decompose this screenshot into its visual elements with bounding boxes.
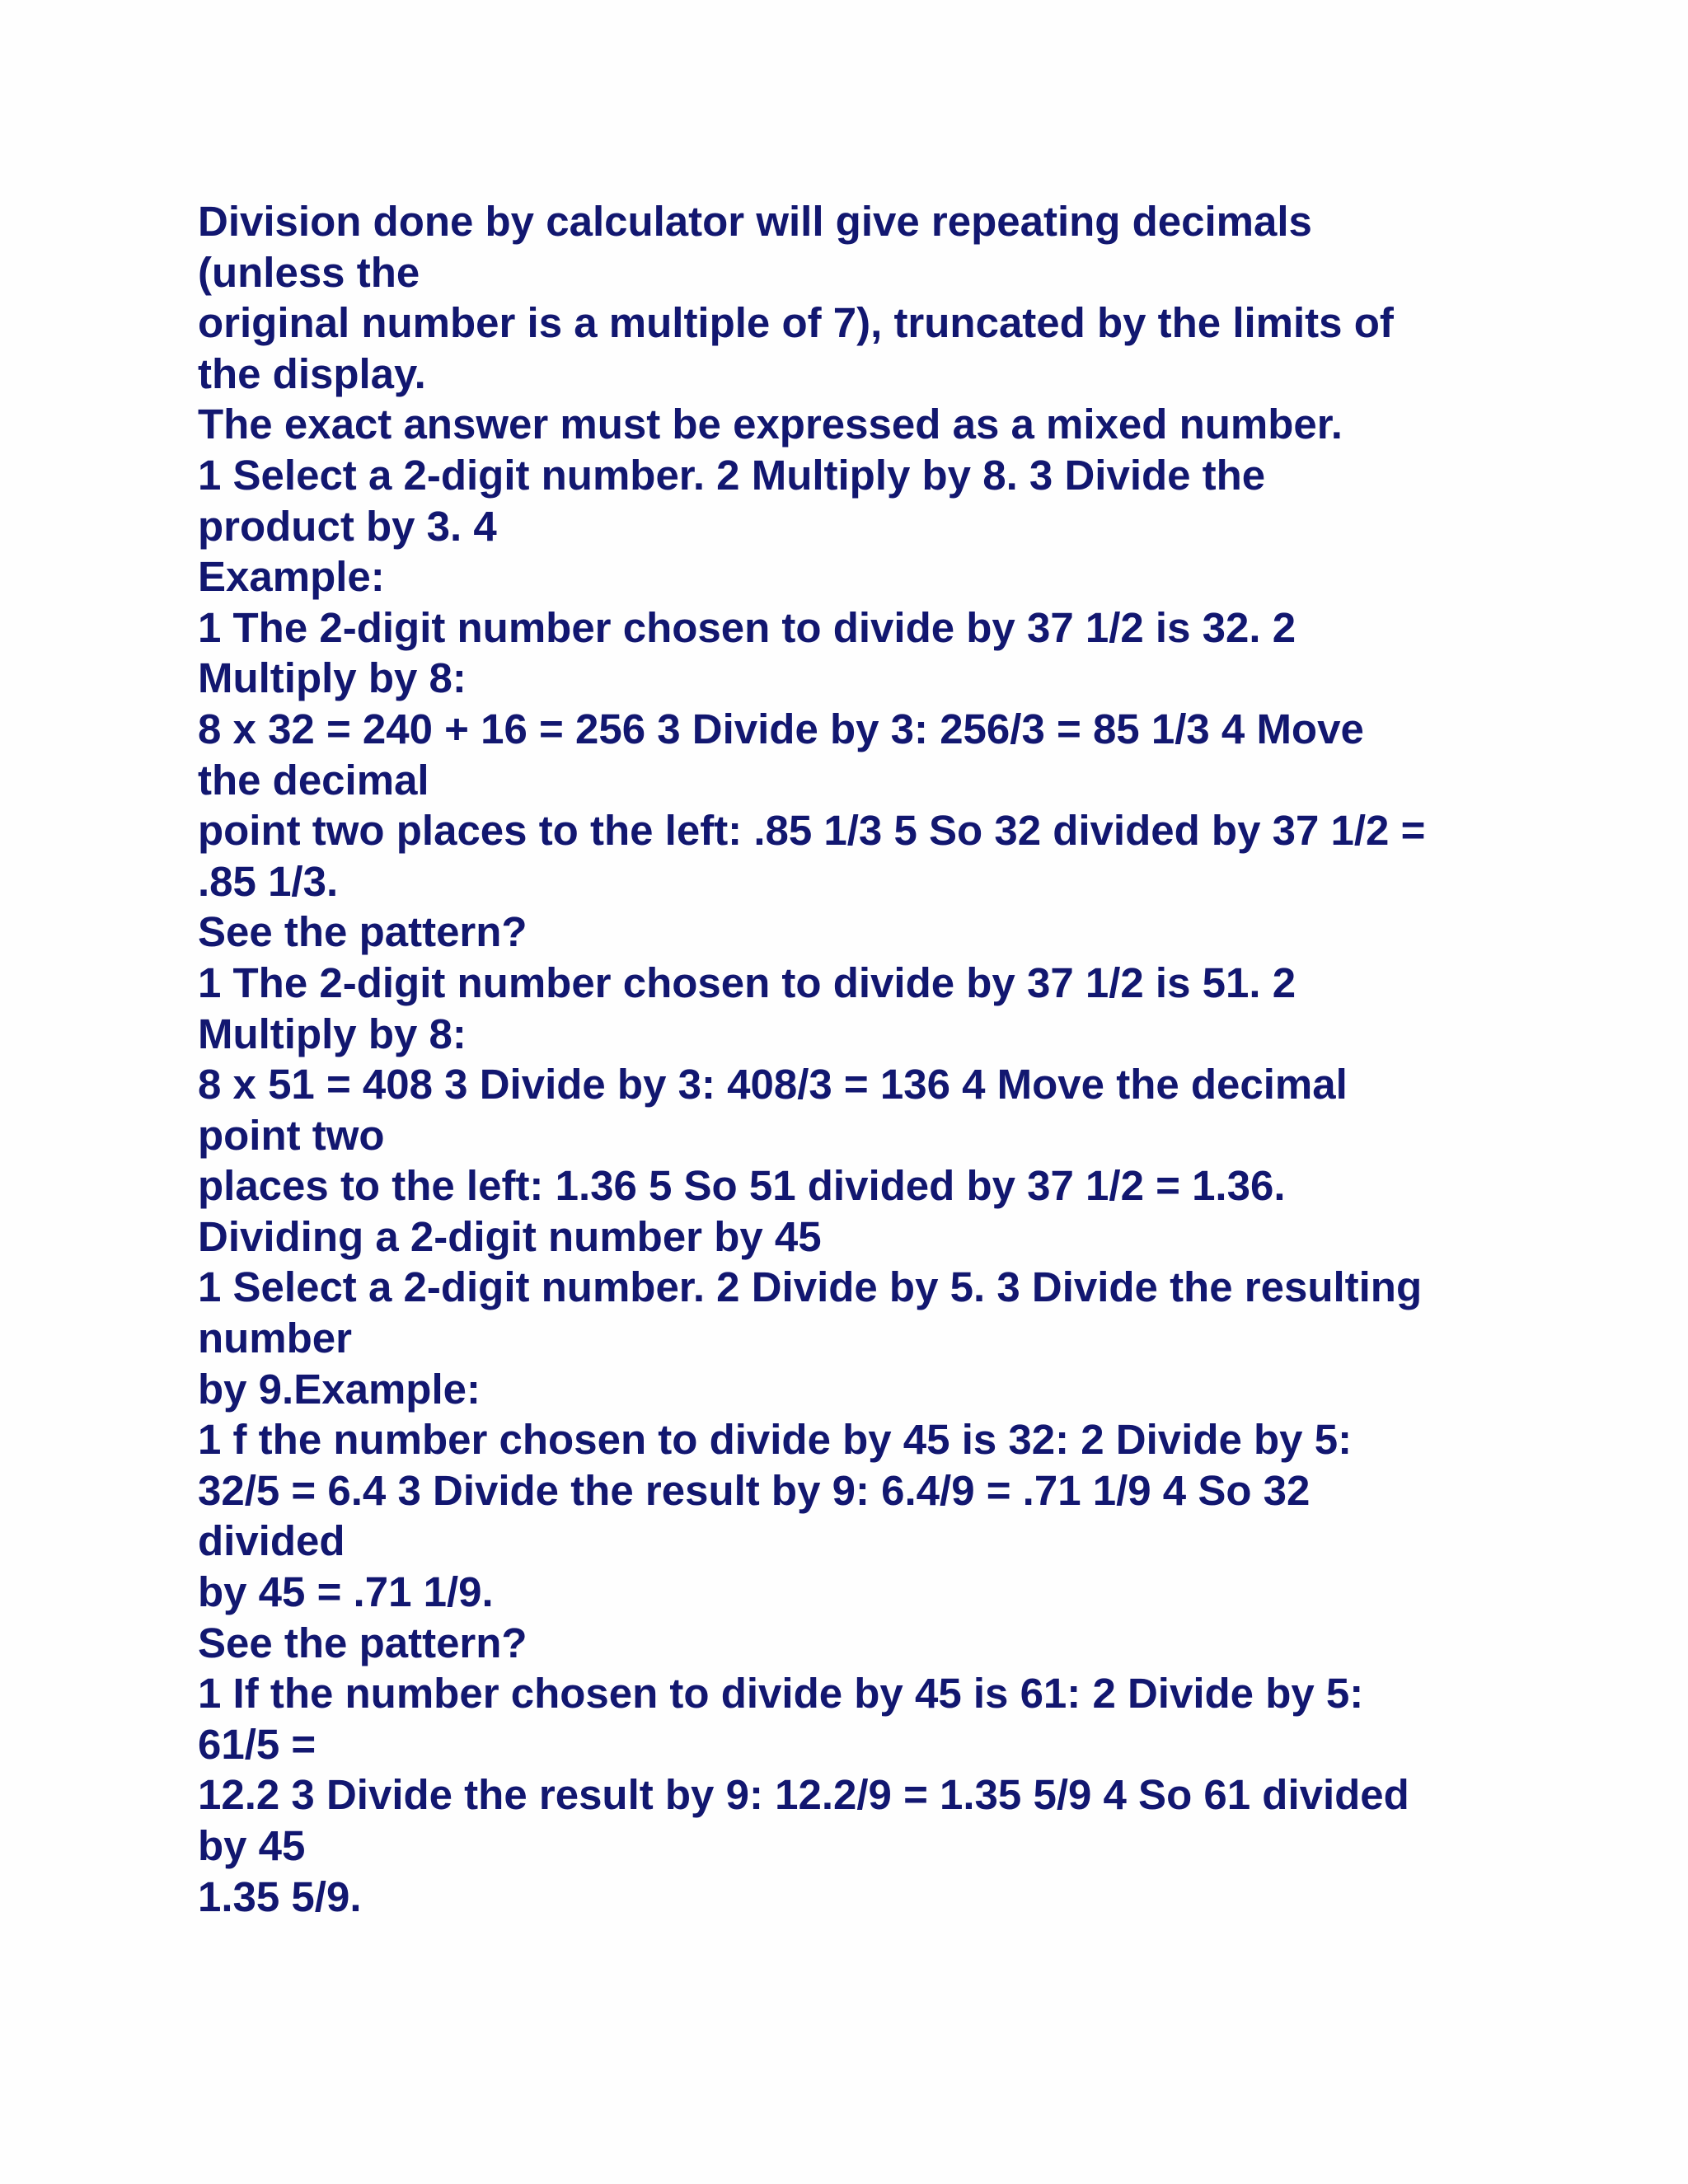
text-line: See the pattern?	[198, 1619, 528, 1666]
text-line: number	[198, 1315, 353, 1362]
text-line: 1 The 2-digit number chosen to divide by 37 1/2 is 32. 2	[198, 603, 1296, 651]
text-line: 1 The 2-digit number chosen to divide by 37 1/2 is 51. 2	[198, 958, 1296, 1006]
text-line: 1 Select a 2-digit number. 2 Divide by 5. 3 Divide the resulting	[198, 1263, 1423, 1311]
section-heading: Dividing a 2-digit number by 45	[198, 1212, 822, 1260]
text-line: 1 If the number chosen to divide by 45 is 61: 2 Divide by 5:	[198, 1670, 1364, 1718]
text-line: Example:	[198, 553, 385, 601]
text-line: places to the left: 1.36 5 So 51 divided by 37 1/2 = 1.36.	[198, 1162, 1286, 1210]
text-line: product by 3. 4	[198, 502, 497, 550]
text-line: the display.	[198, 349, 426, 397]
text-line: 12.2 3 Divide the result by 9: 12.2/9 = 1.35 5/9 4 So 61 divided	[198, 1771, 1409, 1819]
text-line: original number is a multiple of 7), truncated by the limits of	[198, 299, 1394, 347]
text-line: (unless the	[198, 248, 420, 296]
text-line: 1 f the number chosen to divide by 45 is 32: 2 Divide by 5:	[198, 1416, 1353, 1464]
text-line: .85 1/3.	[198, 857, 339, 905]
text-line: by 45 = .71 1/9.	[198, 1568, 494, 1616]
text-line: Division done by calculator will give repeating decimals	[198, 198, 1312, 245]
text-line: 8 x 32 = 240 + 16 = 256 3 Divide by 3: 256/3 = 85 1/3 4 Move	[198, 705, 1364, 752]
text-line: Multiply by 8:	[198, 654, 467, 702]
document-body	[198, 196, 1533, 1922]
text-line: point two places to the left: .85 1/3 5 So 32 divided by 37 1/2 =	[198, 807, 1426, 855]
text-line: 1.35 5/9.	[198, 1872, 362, 1920]
text-line: See the pattern?	[198, 908, 528, 956]
text-line: by 9.Example:	[198, 1365, 481, 1413]
text-line: the decimal	[198, 756, 429, 804]
text-line: 61/5 =	[198, 1720, 316, 1768]
text-line: point two	[198, 1111, 385, 1159]
text-line: The exact answer must be expressed as a mixed number.	[198, 401, 1343, 448]
text-line: Multiply by 8:	[198, 1010, 467, 1057]
text-line: by 45	[198, 1822, 306, 1869]
text-line: divided	[198, 1517, 345, 1565]
text-line: 32/5 = 6.4 3 Divide the result by 9: 6.4/9 = .71 1/9 4 So 32	[198, 1466, 1311, 1514]
text-line: 8 x 51 = 408 3 Divide by 3: 408/3 = 136 4 Move the decimal	[198, 1061, 1348, 1108]
text-line: 1 Select a 2-digit number. 2 Multiply by 8. 3 Divide the	[198, 451, 1266, 499]
